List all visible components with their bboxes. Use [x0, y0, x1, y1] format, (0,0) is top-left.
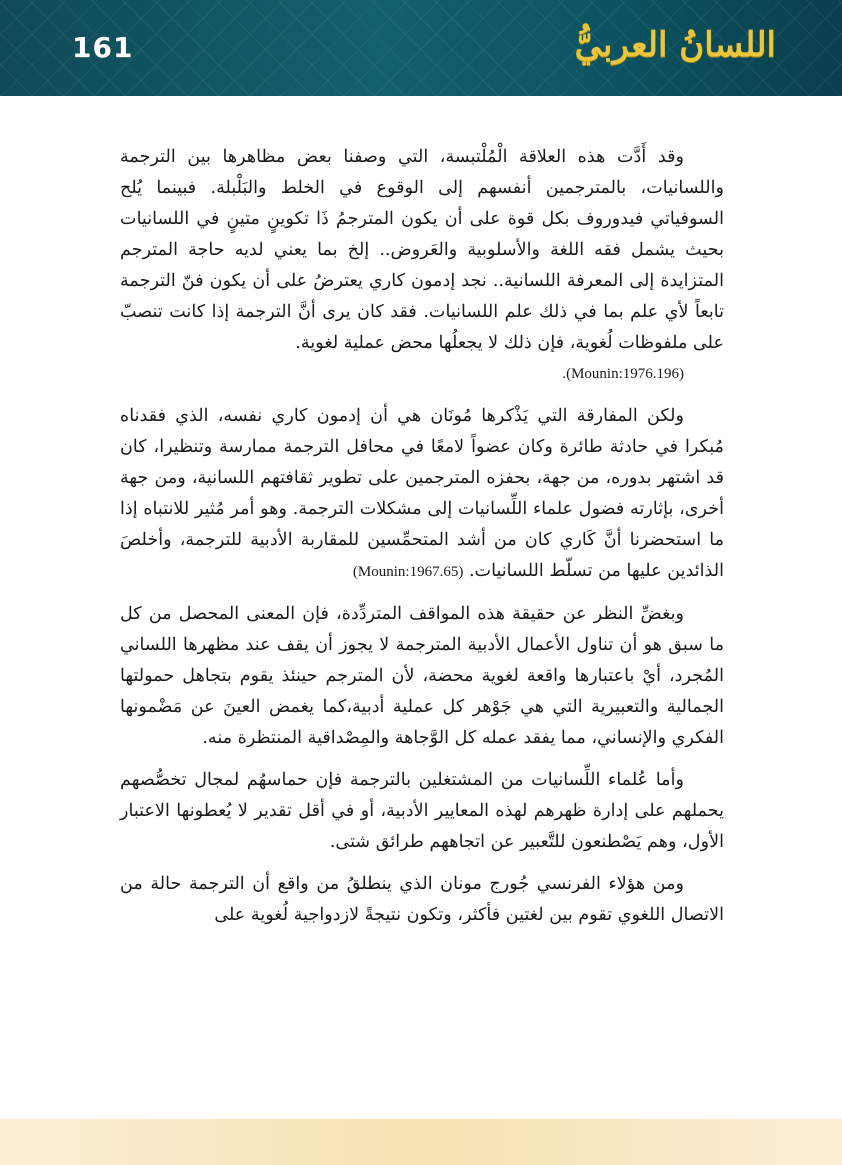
paragraph-5	[120, 869, 724, 931]
citation: (Mounin:1976.196).	[562, 366, 684, 382]
page-footer-band	[0, 1119, 842, 1165]
paragraph-text: ومن هؤلاء الفرنسي جُورج مونان الذي ينطلقُ من واقع أن الترجمة حالة من الاتصال اللغوي تقوم بين لغتين فأكثر، وتكون نتيجةً لازدواجية لُغوية على	[120, 874, 724, 925]
paragraph-3	[120, 599, 724, 754]
page-number: 161	[72, 31, 134, 64]
paragraph-4	[120, 765, 724, 858]
paragraph-1	[120, 142, 724, 390]
paragraph-text: وقد أَدَّت هذه العلاقة الْمُلْتبسة، التي وصفنا بعض مظاهرها بين الترجمة واللسانيات، بالمترجمين أنفسهم إلى الوقوع في الخلط والبَلْبلة. فبينما يُلح السوفياتي فيدوروف بكل قوة على أن يكون المترجمُ ذَا تكوينٍ متينٍ في اللسانيات بحيث يشمل فقه اللغة والأسلوبية والعَروض.. إلخ بما يعني لديه حاجة المترجم المتزايدة إلى المعرفة اللسانية.. نجد إدمون كاري يعترضُ على أن يكون فنّ الترجمة تابعاً لأي علم بما في ذلك علم اللسانيات. فقد كان يرى أنَّ الترجمة إذا كانت تنصبّ على ملفوظات لُغوية، فإن ذلك لا يجعلُها محض عملية لغوية.	[120, 147, 724, 353]
citation: (Mounin:1967.65)	[352, 564, 464, 580]
page-header	[0, 0, 842, 96]
paragraph-2	[120, 401, 724, 588]
paragraph-text: وأما عُلماء اللِّسانيات من المشتغلين بالترجمة فإن حماسهُم لمجال تخصُّصهم يحملهم على إدارة ظهرهم لهذه المعايير الأدبية، أو في أقل تقدير لا يُعطونها الاعتبار الأول، وهم يَصْطنعون للتَّعبير عن اتجاههم طرائق شتى.	[120, 770, 724, 852]
paragraph-text: ولكن المفارقة التي يَذْكرها مُونَان هي أن إدمون كاري نفسه، الذي فقدناه مُبكرا في حادثة طائرة وكان عضواً لامعًا في محافل الترجمة ممارسة وتنظيرا، كان قد اشتهر بدوره، من جهة، بحفزه المترجمين على تطوير ثقافتهم اللسانية، ومن جهة أخرى، بإثارته فضول علماء اللِّسانيات إلى مشكلات الترجمة. وهو أمر مُثير للانتباه إذا ما استحضرنا أنَّ كَاري كان من أشد المتحمِّسين للمقاربة الأدبية للترجمة، وأخلصَ الذائدين عليها من تسلّط اللسانيات.	[120, 406, 724, 581]
journal-logo: اللسانُ العربيُّ	[574, 25, 776, 65]
article-body	[120, 142, 724, 942]
paragraph-text: وبغضِّ النظر عن حقيقة هذه المواقف المتردِّدة، فإن المعنى المحصل من كل ما سبق هو أن تناول الأعمال الأدبية المترجمة لا يجوز أن يقف عند مظهرها اللساني المُجرد، أيْ باعتبارها واقعة لغوية محضة، لأن المترجم حينئذ يقوم بتجاهل حمولتها الجمالية والتعبيرية التي هي جَوْهر كل عملية أدبية،كما يغمض العينَ عن مَضْمونها الفكري والإنساني، مما يفقد عمله كل الوَّجاهة والمِصْداقية المنتظرة منه.	[120, 604, 724, 748]
